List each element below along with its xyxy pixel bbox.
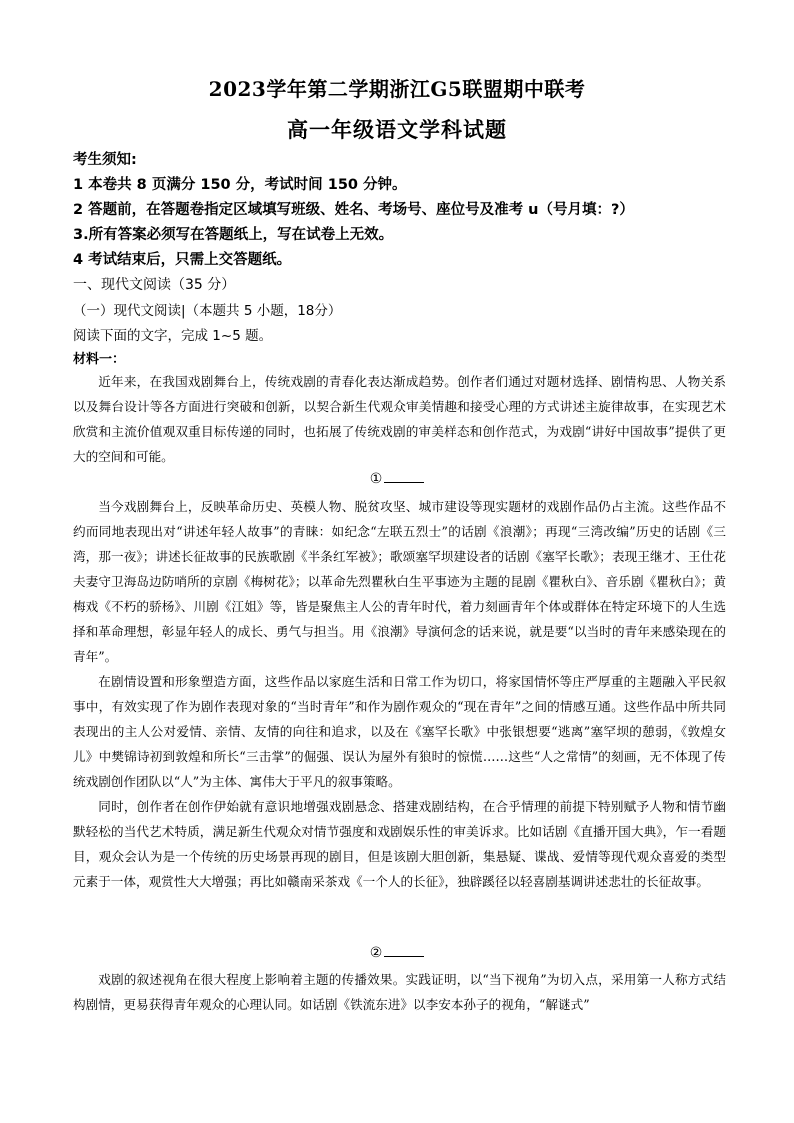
notice-heading: 考生须知: xyxy=(73,152,137,168)
blank-line-2 xyxy=(384,944,424,957)
passage-paragraph-2: 当今戏剧舞台上，反映革命历史、英模人物、脱贫攻坚、城市建设等现实题材的戏剧作品仍占主流。这些作品不约而同地表现出对“讲述年轻人故事”的青睐：如纪念“左联五烈士”的话剧《浪潮》；再现“三湾改编”历史的话剧《三湾，那一夜》；讲述长征故事的民族歌剧《半条红军被》；歌颂塞罕坝建设者的话剧《塞罕长歌》；表现王继才、王仕花夫妻守卫海岛边防哨所的京剧《梅树花》；以革命先烈瞿秋白生平事迹为主题的昆剧《瞿秋白》、音乐剧《瞿秋白》；黄梅戏《不朽的骄杨》、川剧《江姐》等，皆是聚焦主人公的青年时代，着力刻画青年个体或群体在特定环境下的人生选择和革命理想，彰显年轻人的成长、勇气与担当。用《浪潮》导演何念的话来说，就是要“以当时的青年来感染现在的青年”。 xyxy=(73,499,726,664)
passage-paragraph-1: 近年来，在我国戏剧舞台上，传统戏剧的青春化表达渐成趋势。创作者们通过对题材选择、剧情构思、人物关系以及舞台设计等各方面进行突破和创新，以契合新生代观众审美情趣和接受心理的方式讲述主旋律故事，在实现艺术欣赏和主流价值观双重目标传递的同时，也拓展了传统戏剧的审美样态和创作范式，为戏剧“讲好中国故事”提供了更大的空间和可能。 xyxy=(73,374,726,464)
passage-block-2 xyxy=(73,494,726,894)
reading-instruction: 阅读下面的文字，完成 1~5 题。 xyxy=(73,328,273,344)
notice-item-1: 1 本卷共 8 页满分 150 分，考试时间 150 分钟。 xyxy=(73,177,407,193)
notice-item-3: 3.所有答案必须写在答题纸上，写在试卷上无效。 xyxy=(73,227,394,243)
blank-line-1 xyxy=(384,470,424,483)
passage-block-3 xyxy=(73,967,726,1017)
passage-paragraph-5: 戏剧的叙述视角在很大程度上影响着主题的传播效果。实践证明，以“当下视角”为切入点，采用第一人称方式结构剧情，更易获得青年观众的心理认同。如话剧《铁流东进》以李安本孙子的视角，“解谜式” xyxy=(73,972,726,1012)
exam-subtitle: 高一年级语文学科试题 xyxy=(287,117,507,142)
material-label: 材料一： xyxy=(73,352,126,367)
blank-marker-2 xyxy=(0,944,794,961)
blank-marker-1-number: ① xyxy=(369,471,383,487)
section-sub-heading: （一）现代文阅读|（本题共 5 小题，18分） xyxy=(73,303,342,319)
section-heading: 一、现代文阅读（35 分） xyxy=(73,277,236,293)
notice-item-4: 4 考试结束后，只需上交答题纸。 xyxy=(73,252,292,268)
blank-marker-1 xyxy=(0,470,794,487)
exam-title: 2023学年第二学期浙江G5联盟期中联考 xyxy=(208,77,586,101)
passage-paragraph-4: 同时，创作者在创作伊始就有意识地增强戏剧悬念、搭建戏剧结构，在合乎情理的前提下特别赋予人物和情节幽默轻松的当代艺术特质，满足新生代观众对情节强度和戏剧娱乐性的审美诉求。比如话剧《直播开国大典》，乍一看题目，观众会认为是一个传统的历史场景再现的剧目，但是该剧大胆创新，集悬疑、谍战、爱情等现代观众喜爱的类型元素于一体，观赏性大大增强；再比如赣南采茶戏《一个人的长征》，独辟蹊径以轻喜剧基调讲述悲壮的长征故事。 xyxy=(73,799,726,889)
passage-paragraph-3: 在剧情设置和形象塑造方面，这些作品以家庭生活和日常工作为切口，将家国情怀等庄严厚重的主题融入平民叙事中，有效实现了作为剧作表现对象的“当时青年”和作为剧作观众的“现在青年”之间的情感互通。这些作品中所共同表现出的主人公对爱情、亲情、友情的向往和追求，以及在《塞罕长歌》中张银想要“逃离”塞罕坝的憩弱，《敦煌女儿》中樊锦诗初到敦煌和所长“三击掌”的倔强、误认为屋外有狼时的惊慌……这些“人之常情”的刻画，无不体现了传统戏剧创作团队以“人”为主体、寓伟大于平凡的叙事策略。 xyxy=(73,674,726,789)
passage-block-1 xyxy=(73,369,726,469)
notice-item-2: 2 答题前，在答题卷指定区域填写班级、姓名、考场号、座位号及准考 u（号月填：?） xyxy=(73,202,634,218)
blank-marker-2-number: ② xyxy=(369,945,383,961)
